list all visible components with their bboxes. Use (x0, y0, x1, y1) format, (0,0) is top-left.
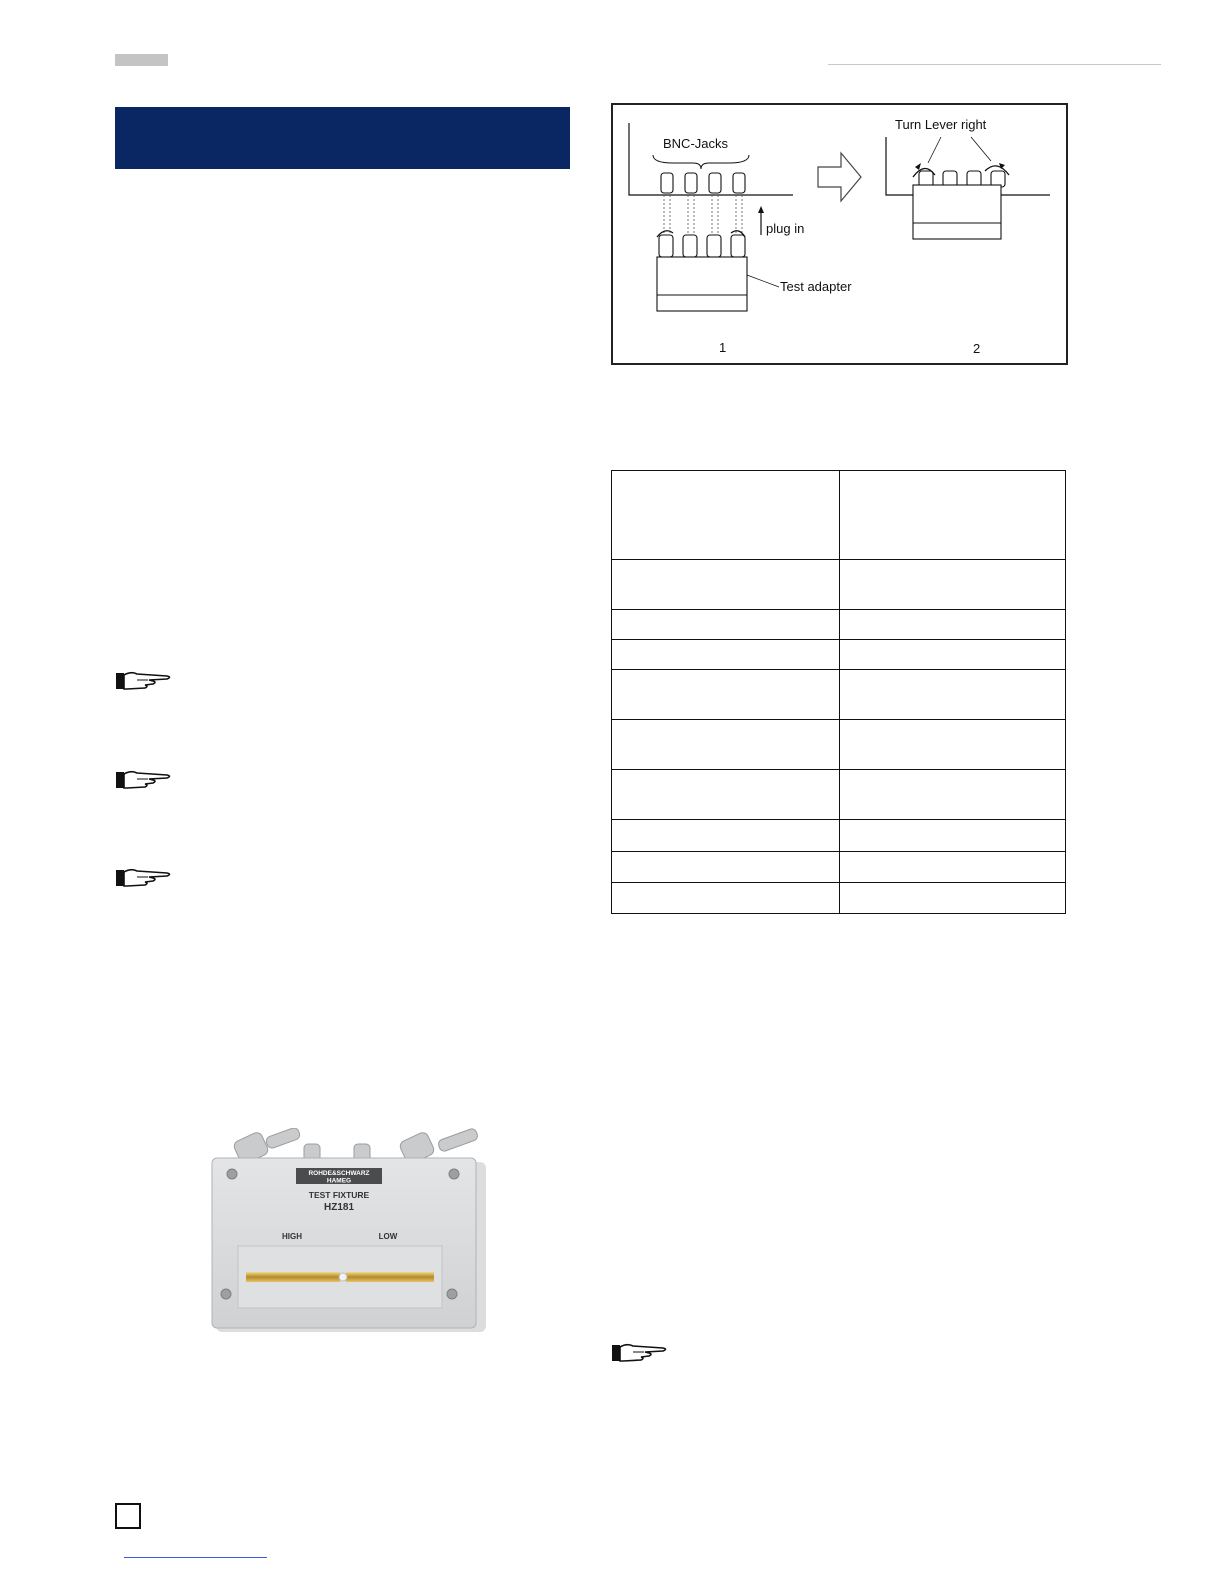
table-row (612, 471, 1066, 560)
arrow-right-icon (818, 153, 861, 201)
label-test-adapter: Test adapter (780, 279, 852, 294)
step-number-2: 2 (973, 341, 981, 356)
bnc-jacks (661, 173, 745, 193)
header-tab (115, 54, 168, 66)
section-banner (115, 107, 570, 169)
high-label: HIGH (282, 1232, 302, 1241)
test-adapter-1 (657, 235, 747, 311)
pointing-hand-icon (115, 866, 173, 890)
step-number-1: 1 (719, 340, 727, 355)
brand-name: ROHDE&SCHWARZ (308, 1170, 370, 1177)
test-adapter-figure (611, 103, 1068, 365)
footer-link-underline[interactable] (124, 1557, 267, 1558)
table-row (612, 820, 1066, 852)
table-row (612, 770, 1066, 820)
pointing-hand-icon (611, 1341, 669, 1365)
table-row (612, 720, 1066, 770)
table-row (612, 670, 1066, 720)
label-turn-lever: Turn Lever right (895, 117, 987, 132)
pointing-hand-icon (115, 768, 173, 792)
table-row (612, 560, 1066, 610)
page-number-box (115, 1503, 141, 1529)
test-fixture-photo (208, 1128, 490, 1334)
table-row (612, 640, 1066, 670)
table-row (612, 852, 1066, 883)
label-bnc-jacks: BNC-Jacks (663, 136, 729, 151)
test-adapter-2 (913, 171, 1005, 239)
spec-table (611, 470, 1066, 914)
header-rule (828, 64, 1161, 65)
pointing-hand-icon (115, 669, 173, 693)
fixture-label: TEST FIXTURE (308, 1190, 370, 1200)
label-plug-in: plug in (766, 221, 805, 236)
sub-brand-name: HAMEG (326, 1177, 352, 1185)
table-row (612, 610, 1066, 640)
low-label: LOW (378, 1232, 398, 1241)
model-label: HZ181 (323, 1202, 355, 1213)
table-row (612, 883, 1066, 914)
